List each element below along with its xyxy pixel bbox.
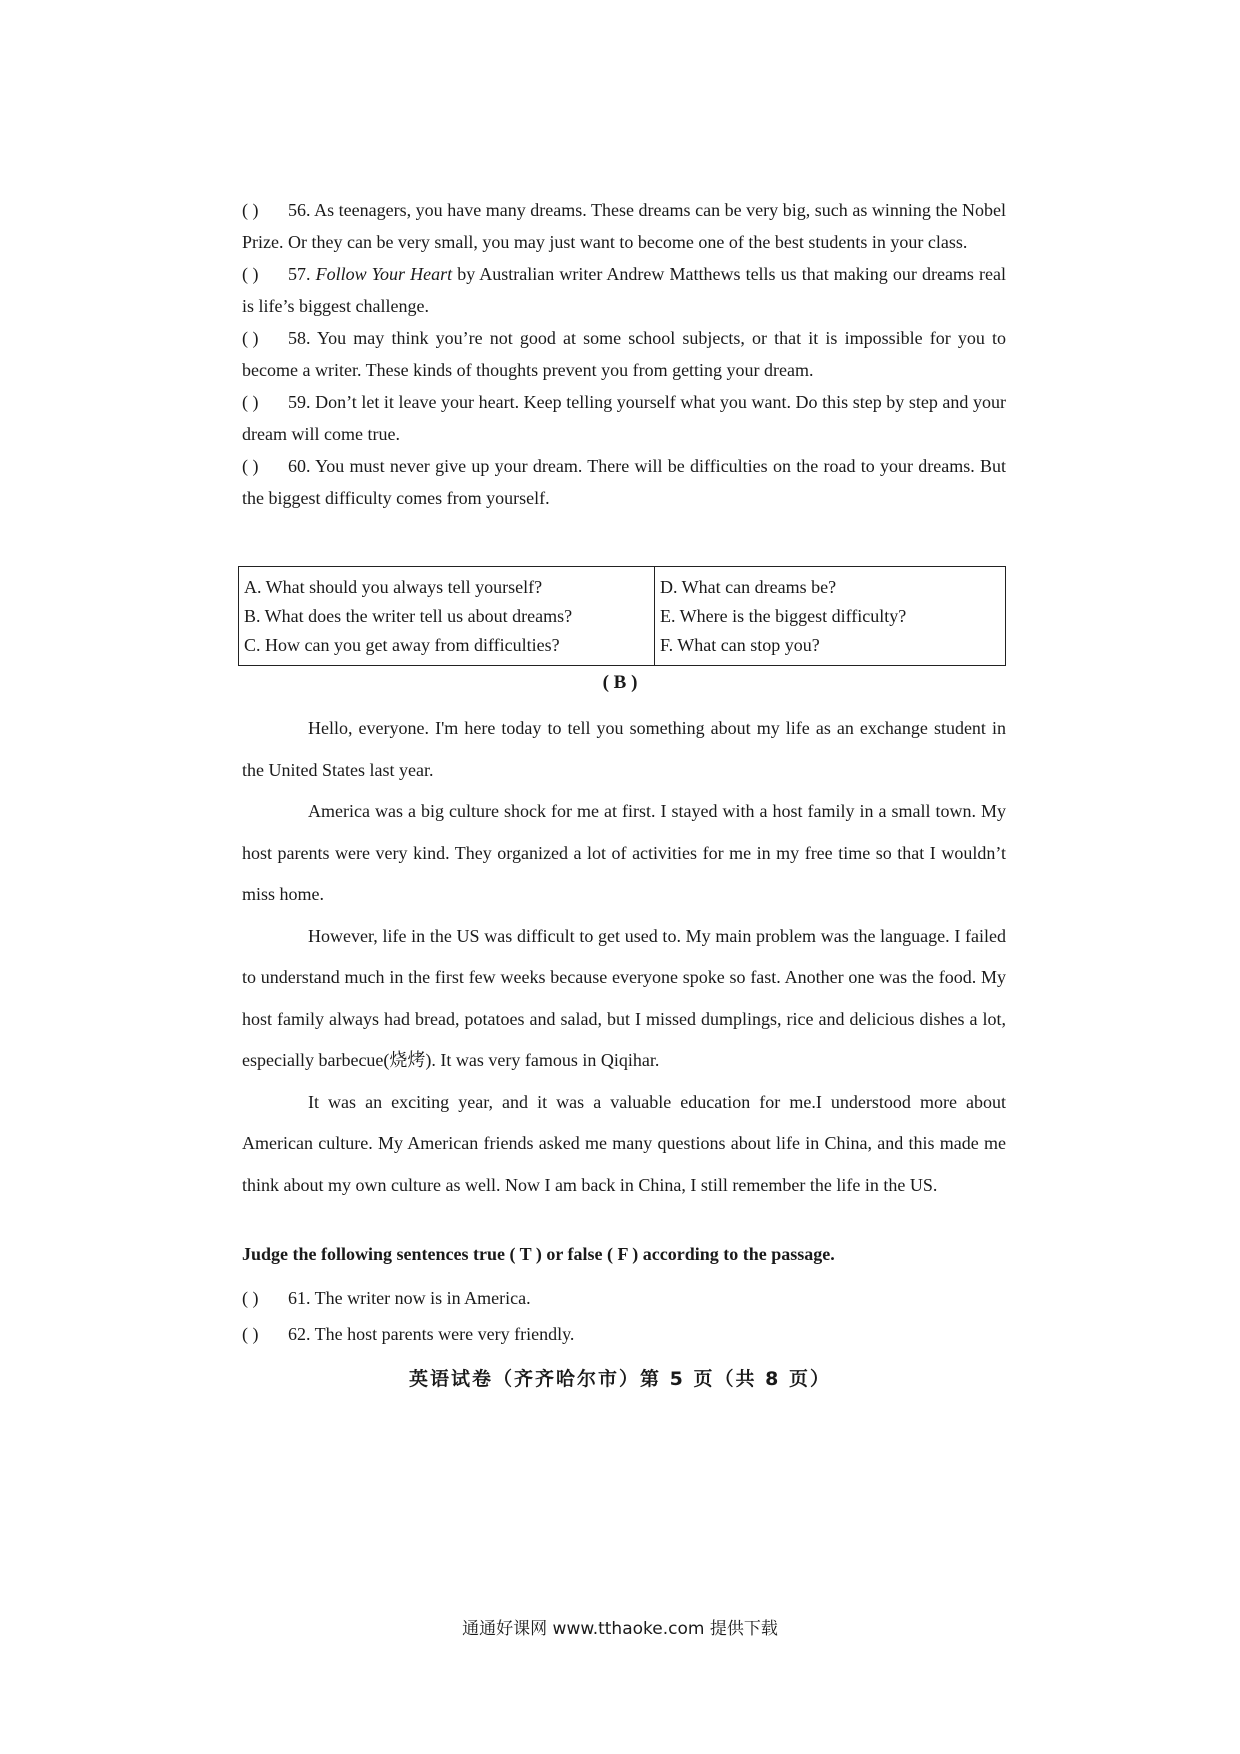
option-e: E. Where is the biggest difficulty? xyxy=(660,606,907,626)
answer-blank: ( ) xyxy=(242,328,259,348)
answer-blank: ( ) xyxy=(242,1324,259,1344)
question-57 xyxy=(242,258,1006,322)
question-text: 59. Don’t let it leave your heart. Keep telling yourself what you want. Do this step by step and your dream will come true. xyxy=(242,392,1006,444)
options-left-column xyxy=(239,567,655,666)
reading-passage xyxy=(242,708,1006,1206)
question-text: 58. You may think you’re not good at some school subjects, or that it is impossible for you to become a writer. These kinds of thoughts prevent you from getting your dream. xyxy=(242,328,1006,380)
question-60 xyxy=(242,450,1006,514)
option-a: A. What should you always tell yourself? xyxy=(244,577,543,597)
passage-paragraph: America was a big culture shock for me at first. I stayed with a host family in a small town. My host parents were very kind. They organized a lot of activities for me in my free time so that I wouldn’t miss home. xyxy=(242,801,1006,904)
option-b: B. What does the writer tell us about dreams? xyxy=(244,606,573,626)
question-56 xyxy=(242,194,1006,258)
question-text: by Australian writer Andrew Matthews tells us that making our dreams real is life’s biggest challenge. xyxy=(242,264,1006,316)
passage-paragraph: However, life in the US was difficult to get used to. My main problem was the language. I failed to understand much in the first few weeks because everyone spoke so fast. Another one was the food. My host family always had bread, potatoes and salad, but I missed dumplings, rice and delicious dishes a lot, especially barbecue(烧烤). It was very famous in Qiqihar. xyxy=(242,925,1006,1070)
passage-paragraph: Hello, everyone. I'm here today to tell you something about my life as an exchange student in the United States last year. xyxy=(242,718,1006,780)
answer-blank: ( ) xyxy=(242,264,259,284)
judge-instructions: Judge the following sentences true ( T ) or false ( F ) according to the passage. xyxy=(242,1244,835,1264)
question-59 xyxy=(242,386,1006,450)
option-d: D. What can dreams be? xyxy=(660,577,837,597)
question-text: 60. You must never give up your dream. There will be difficulties on the road to your dreams. But the biggest difficulty comes from yourself. xyxy=(242,456,1006,508)
answer-blank: ( ) xyxy=(242,392,259,412)
passage-paragraph: It was an exciting year, and it was a valuable education for me.I understood more about American culture. My American friends asked me many questions about life in China, and this made me think about my own culture as well. Now I am back in China, I still remember the life in the US. xyxy=(242,1091,1006,1195)
download-watermark: 通通好课网 www.tthaoke.com 提供下载 xyxy=(462,1619,778,1639)
question-text: 56. As teenagers, you have many dreams. These dreams can be very big, such as winning the Nobel Prize. Or they can be very small, you may just want to become one of the best students in your class. xyxy=(242,200,1006,252)
options-right-column xyxy=(655,567,1006,666)
options-table xyxy=(238,566,1006,666)
question-text: 61. The writer now is in America. xyxy=(288,1288,531,1308)
question-list xyxy=(242,194,1006,514)
judge-list xyxy=(242,1280,1006,1352)
question-text: 62. The host parents were very friendly. xyxy=(288,1324,575,1344)
answer-blank: ( ) xyxy=(242,1288,259,1308)
page-footer: 英语试卷（齐齐哈尔市）第 5 页（共 8 页） xyxy=(409,1368,831,1390)
question-62 xyxy=(242,1316,1006,1352)
section-label: ( B ) xyxy=(602,672,638,693)
answer-blank: ( ) xyxy=(242,200,259,220)
option-c: C. How can you get away from difficulties? xyxy=(244,635,560,655)
answer-blank: ( ) xyxy=(242,456,259,476)
book-title: Follow Your Heart xyxy=(315,264,453,284)
question-text: 57. xyxy=(288,264,316,284)
option-f: F. What can stop you? xyxy=(660,635,820,655)
question-61 xyxy=(242,1280,1006,1316)
question-58 xyxy=(242,322,1006,386)
